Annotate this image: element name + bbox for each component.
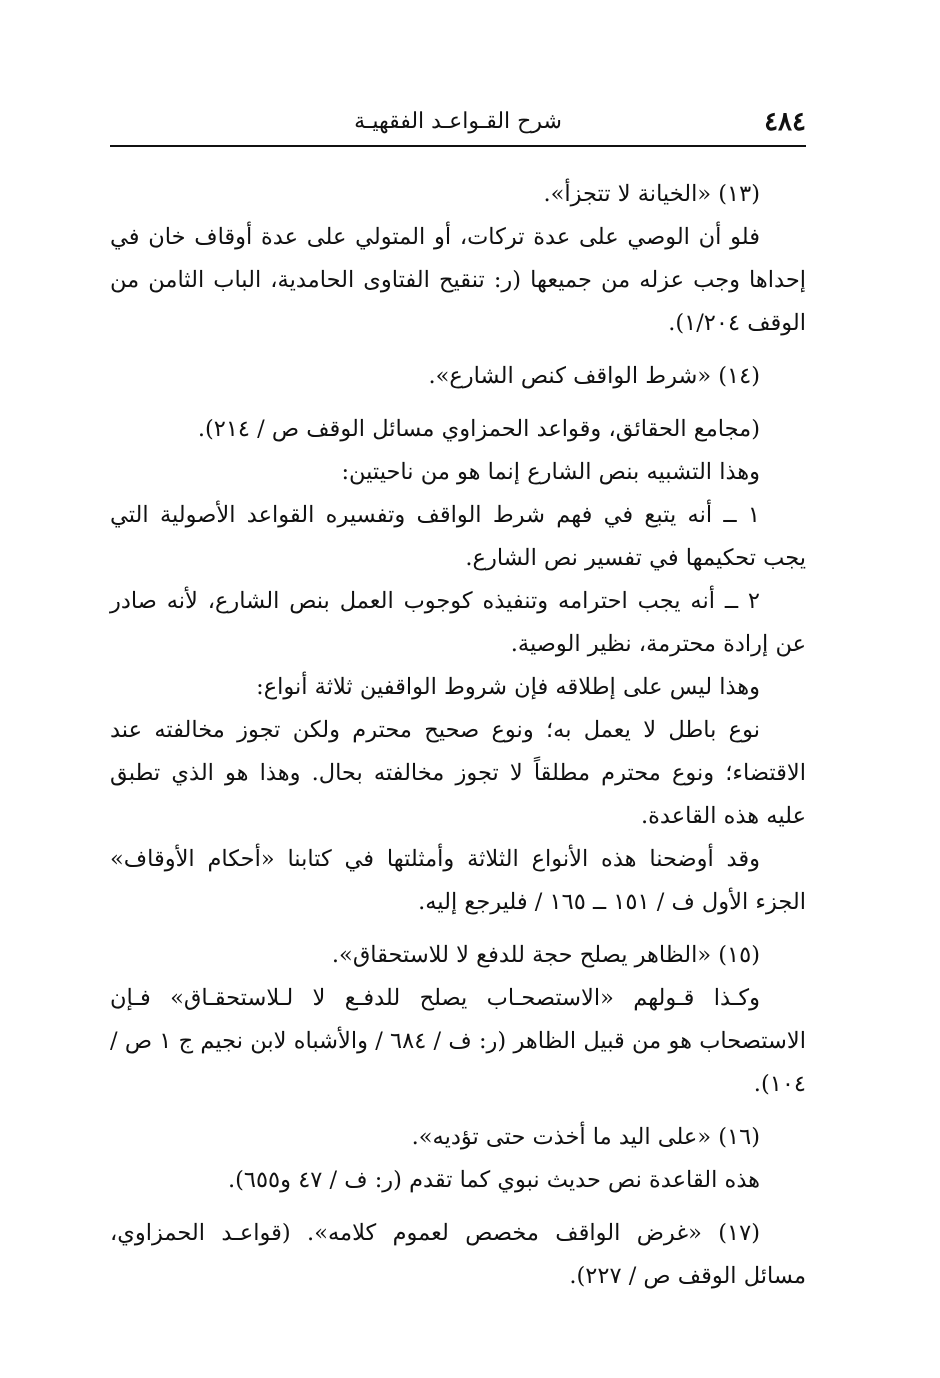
- book-page: [110, 105, 806, 1298]
- page-header: [110, 105, 806, 147]
- rule-14-point-2: ٢ ــ أنه يجب احترامه وتنفيذه كوجوب العمل بنص الشارع، لأنه صادر عن إرادة محترمة، نظير الوصية.: [110, 588, 806, 657]
- rule-13-heading: (١٣) «الخيانة لا تتجزأ».: [543, 181, 760, 207]
- rule-16-text: هذه القاعدة نص حديث نبوي كما تقدم (ر: ف / ٤٧ و٦٥٥).: [227, 1167, 760, 1193]
- rule-14-intro: وهذا التشبيه بنص الشارع إنما هو من ناحيتين:: [341, 459, 760, 485]
- rule-16-heading: (١٦) «على اليد ما أخذت حتى تؤديه».: [411, 1124, 760, 1150]
- rule-15-text: وكـذا قـولهم «الاستصحـاب يصلح للدفـع لا لـلاستحقـاق» فـإن الاستصحاب هو من قبيل الظاهر (ر: ف / ٦٨٤ / والأشباه لابن نجيم ج ١ ص / ١٠٤).: [110, 985, 806, 1097]
- rule-14-reference: وقد أوضحنا هذه الأنواع الثلاثة وأمثلتها في كتابنا «أحكام الأوقاف» الجزء الأول ف / ١٥١ ــ ١٦٥ / فليرجع إليه.: [110, 846, 806, 915]
- rule-14-heading: (١٤) «شرط الواقف كنص الشارع».: [428, 363, 760, 389]
- rule-14-types: نوع باطل لا يعمل به؛ ونوع صحيح محترم ولكن تجوز مخالفته عند الاقتضاء؛ ونوع محترم مطلقاً لا تجوز مخالفته بحال. وهذا هو الذي تطبق عليه هذه القاعدة.: [110, 717, 806, 829]
- rule-14-source: (مجامع الحقائق، وقواعد الحمزاوي مسائل الوقف ص / ٢١٤).: [197, 416, 760, 442]
- page-number: ٤٨٤: [764, 107, 806, 137]
- page-body: [110, 173, 806, 1298]
- rule-14-point-1: ١ ــ أنه يتبع في فهم شرط الواقف وتفسيره القواعد الأصولية التي يجب تحكيمها في تفسير نص الشارع.: [110, 502, 806, 571]
- rule-15-heading: (١٥) «الظاهر يصلح حجة للدفع لا للاستحقاق».: [331, 942, 760, 968]
- rule-13-text: فلو أن الوصي على عدة تركات، أو المتولي على عدة أوقاف خان في إحداها وجب عزله من جميعها (ر: تنقيح الفتاوى الحامدية، الباب الثامن من الوقف ١/٢٠٤).: [110, 224, 806, 336]
- running-title: شرح القـواعـد الفقهيـة: [354, 109, 562, 134]
- rule-14-types-intro: وهذا ليس على إطلاقه فإن شروط الواقفين ثلاثة أنواع:: [256, 674, 760, 700]
- rule-17-heading: (١٧) «غرض الواقف مخصص لعموم كلامه». (قواعـد الحمزاوي، مسائل الوقف ص / ٢٢٧).: [110, 1220, 806, 1289]
